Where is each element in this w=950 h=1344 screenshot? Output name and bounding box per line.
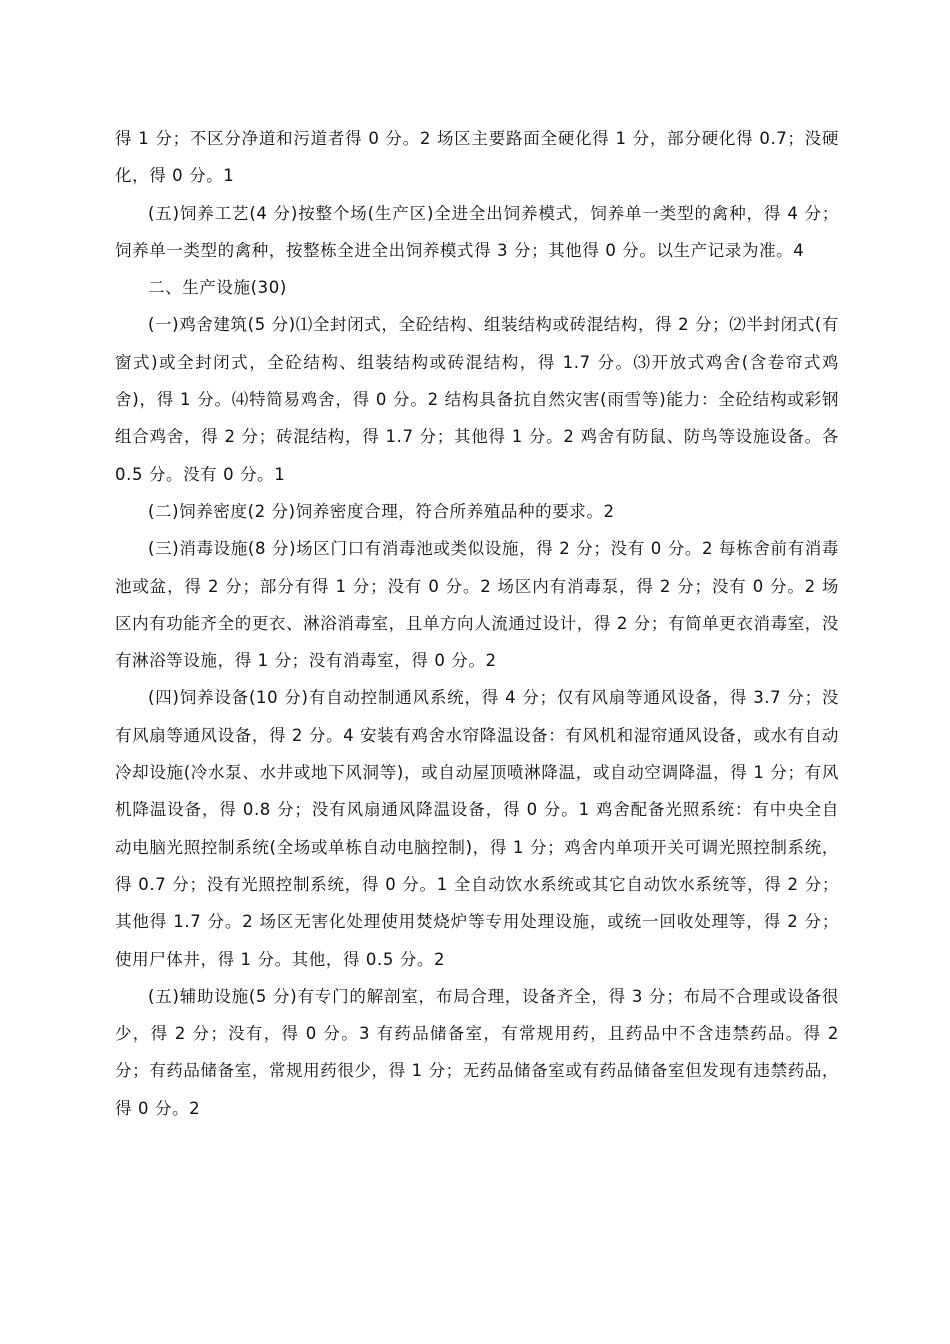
paragraph-disinfection-facilities: (三)消毒设施(8 分)场区门口有消毒池或类似设施，得 2 分；没有 0 分。2 每栋舍前有消毒池或盆，得 2 分；部分有得 1 分；没有 0 分。2 场区内有消毒泵，得 2 分；没有 0 分。2 场区内有功能齐全的更衣、淋浴消毒室，且单方向人流通过设计，得 2 分；有简单更衣消毒室，没有淋浴等设施，得 1 分；没有消毒室，得 0 分。2: [115, 539, 839, 671]
paragraph-stocking-density: (二)饲养密度(2 分)饲养密度合理，符合所养殖品种的要求。2: [148, 501, 615, 521]
paragraph-auxiliary-facilities: (五)辅助设施(5 分)有专门的解剖室，布局合理，设备齐全，得 3 分；布局不合理或设备很少，得 2 分；没有，得 0 分。3 有药品储备室，有常规用药，且药品中不含违禁药品。得 2 分；有药品储备室，常规用药很少，得 1 分；无药品储备室或有药品储备室但发现有违禁药品，得 0 分。2: [115, 986, 839, 1118]
paragraph-feeding-equipment: (四)饲养设备(10 分)有自动控制通风系统，得 4 分；仅有风扇等通风设备，得 3.7 分；没有风扇等通风设备，得 2 分。4 安装有鸡舍水帘降温设备：有风机和湿帘通风设备，或水有自动冷却设施(冷水泵、水井或地下风洞等)，或自动屋顶喷淋降温，或自动空调降温，得 1 分；有风机降温设备，得 0.8 分；没有风扇通风降温设备，得 0 分。1 鸡舍配备光照系统：有中央全自动电脑光照控制系统(全场或单栋自动电脑控制)，得 1 分；鸡舍内单项开关可调光照控制系统，得 0.7 分；没有光照控制系统，得 0 分。1 全自动饮水系统或其它自动饮水系统等，得 2 分；其他得 1.7 分。2 场区无害化处理使用焚烧炉等专用处理设施，或统一回收处理等，得 2 分；使用尸体井，得 1 分。其他，得 0.5 分。2: [115, 688, 839, 969]
document-page: [115, 120, 839, 1127]
section-heading-production-facilities: 二、生产设施(30): [148, 278, 287, 298]
paragraph-feeding-process: (五)饲养工艺(4 分)按整个场(生产区)全进全出饲养模式，饲养单一类型的禽种，得 4 分；饲养单一类型的禽种，按整栋全进全出饲养模式得 3 分；其他得 0 分。以生产记录为准。4: [115, 203, 839, 260]
paragraph-chicken-house-building: (一)鸡舍建筑(5 分)⑴全封闭式，全砼结构、组装结构或砖混结构，得 2 分；⑵半封闭式(有窗式)或全封闭式，全砼结构、组装结构或砖混结构，得 1.7 分。⑶开放式鸡舍(含卷帘式鸡舍)，得 1 分。⑷特简易鸡舍，得 0 分。2 结构具备抗自然灾害(雨雪等)能力：全砼结构或彩钢组合鸡舍，得 2 分；砖混结构，得 1.7 分；其他得 1 分。2 鸡舍有防鼠、防鸟等设施设备。各 0.5 分。没有 0 分。1: [115, 315, 839, 484]
paragraph-continuation: 得 1 分；不区分净道和污道者得 0 分。2 场区主要路面全硬化得 1 分，部分硬化得 0.7；没硬化，得 0 分。1: [115, 129, 839, 186]
